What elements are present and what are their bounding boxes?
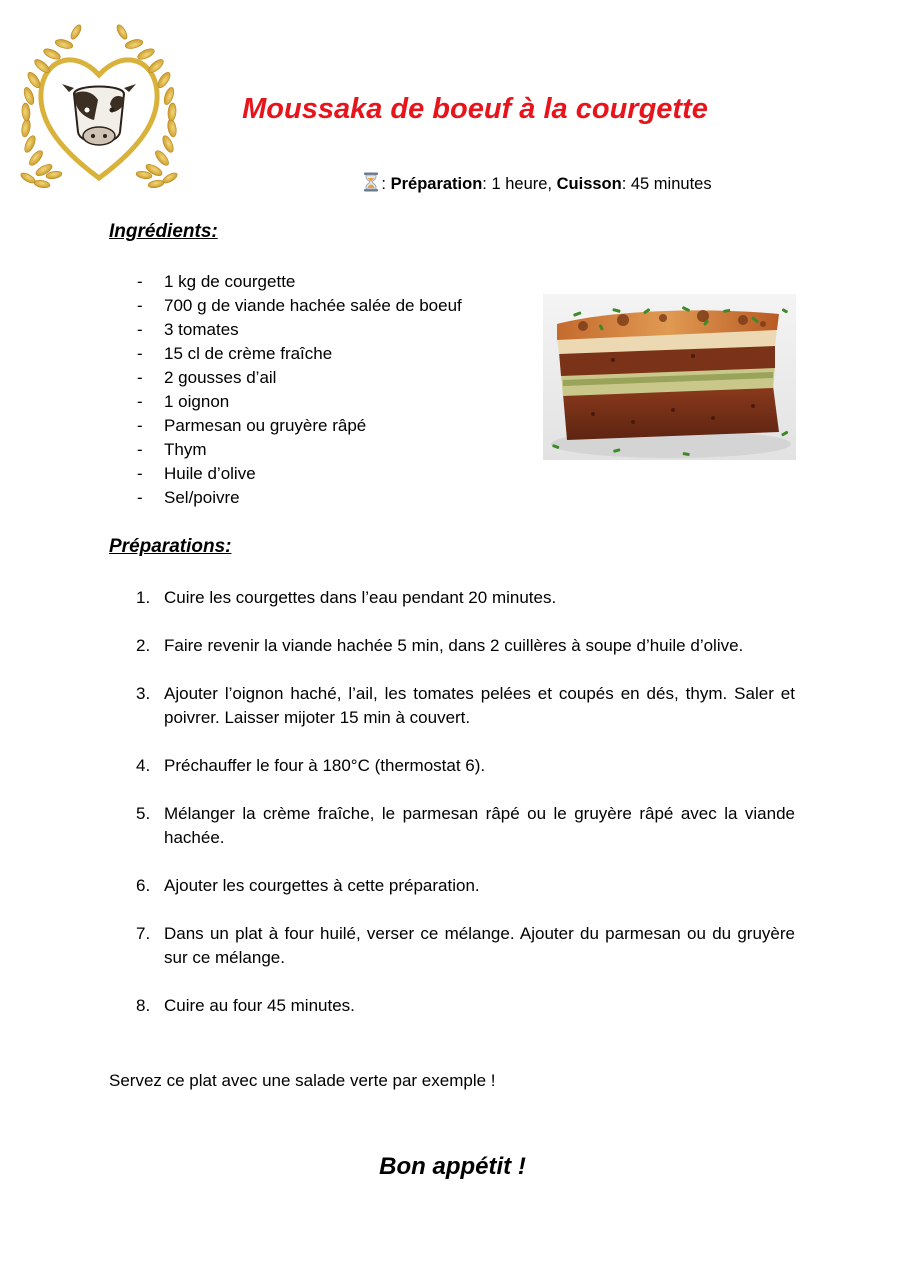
closing-text: Bon appétit ! <box>379 1153 526 1180</box>
step-number: 1. <box>136 588 151 607</box>
ingredient-text: 2 gousses d’ail <box>164 368 277 387</box>
step-number: 3. <box>136 684 151 703</box>
ingredient-text: Sel/poivre <box>164 488 240 507</box>
list-item <box>109 318 462 342</box>
ingredients-list <box>109 270 462 510</box>
ingredient-text: Thym <box>164 440 207 459</box>
ingredient-text: Parmesan ou gruyère râpé <box>164 416 367 435</box>
list-item <box>109 586 795 610</box>
prep-label: Préparation <box>390 175 483 193</box>
bullet-dash: - <box>137 464 143 483</box>
list-item <box>109 342 462 366</box>
list-item <box>109 390 462 414</box>
preparations-heading: Préparations: <box>109 536 232 557</box>
step-number: 5. <box>136 804 151 823</box>
step-number: 6. <box>136 876 151 895</box>
list-item <box>109 994 795 1018</box>
ingredient-text: 700 g de viande hachée salée de boeuf <box>164 296 462 315</box>
step-text: Ajouter les courgettes à cette préparation. <box>164 876 480 895</box>
bullet-dash: - <box>137 272 143 291</box>
ingredients-heading: Ingrédients: <box>109 221 218 242</box>
list-item <box>109 754 795 778</box>
bullet-dash: - <box>137 392 143 411</box>
ingredient-text: 1 oignon <box>164 392 230 411</box>
step-text: Mélanger la crème fraîche, le parmesan râpé ou le gruyère râpé avec la viande hachée. <box>164 804 795 847</box>
list-item <box>109 486 462 510</box>
recipe-title: Moussaka de boeuf à la courgette <box>242 93 708 125</box>
ingredient-text: Huile d’olive <box>164 464 256 483</box>
bullet-dash: - <box>137 440 143 459</box>
wheat-cow-logo <box>14 20 184 198</box>
list-item <box>109 294 462 318</box>
bullet-dash: - <box>137 368 143 387</box>
list-item <box>109 414 462 438</box>
list-item <box>109 462 462 486</box>
step-number: 2. <box>136 636 151 655</box>
step-text: Cuire les courgettes dans l’eau pendant 20 minutes. <box>164 588 557 607</box>
step-text: Dans un plat à four huilé, verser ce mélange. Ajouter du parmesan ou du gruyère sur ce mélange. <box>164 924 795 967</box>
ingredient-text: 15 cl de crème fraîche <box>164 344 333 363</box>
step-number: 8. <box>136 996 151 1015</box>
cook-label: Cuisson <box>556 175 622 193</box>
preparation-steps <box>109 586 795 1042</box>
bullet-dash: - <box>137 488 143 507</box>
list-item <box>109 922 795 970</box>
list-item <box>109 682 795 730</box>
list-item <box>109 802 795 850</box>
list-item <box>109 366 462 390</box>
step-text: Cuire au four 45 minutes. <box>164 996 355 1015</box>
timing-separator: : <box>381 175 386 193</box>
bullet-dash: - <box>137 416 143 435</box>
bullet-dash: - <box>137 344 143 363</box>
step-text: Faire revenir la viande hachée 5 min, dans 2 cuillères à soupe d’huile d’olive. <box>164 636 744 655</box>
step-text: Préchauffer le four à 180°C (thermostat 6). <box>164 756 486 775</box>
serving-note: Servez ce plat avec une salade verte par exemple ! <box>109 1071 496 1090</box>
hourglass-icon <box>363 172 379 197</box>
bullet-dash: - <box>137 320 143 339</box>
step-number: 4. <box>136 756 151 775</box>
step-text: Ajouter l’oignon haché, l’ail, les tomates pelées et coupés en dés, thym. Saler et poivrer. Laisser mijoter 15 min à couvert. <box>164 684 795 727</box>
cook-value: : 45 minutes <box>621 175 712 193</box>
timing-line <box>200 172 875 197</box>
bullet-dash: - <box>137 296 143 315</box>
ingredient-text: 1 kg de courgette <box>164 272 296 291</box>
step-number: 7. <box>136 924 151 943</box>
ingredient-text: 3 tomates <box>164 320 239 339</box>
list-item <box>109 438 462 462</box>
list-item <box>109 270 462 294</box>
list-item <box>109 634 795 658</box>
list-item <box>109 874 795 898</box>
prep-value: : 1 heure, <box>482 175 557 193</box>
moussaka-photo <box>543 294 796 460</box>
